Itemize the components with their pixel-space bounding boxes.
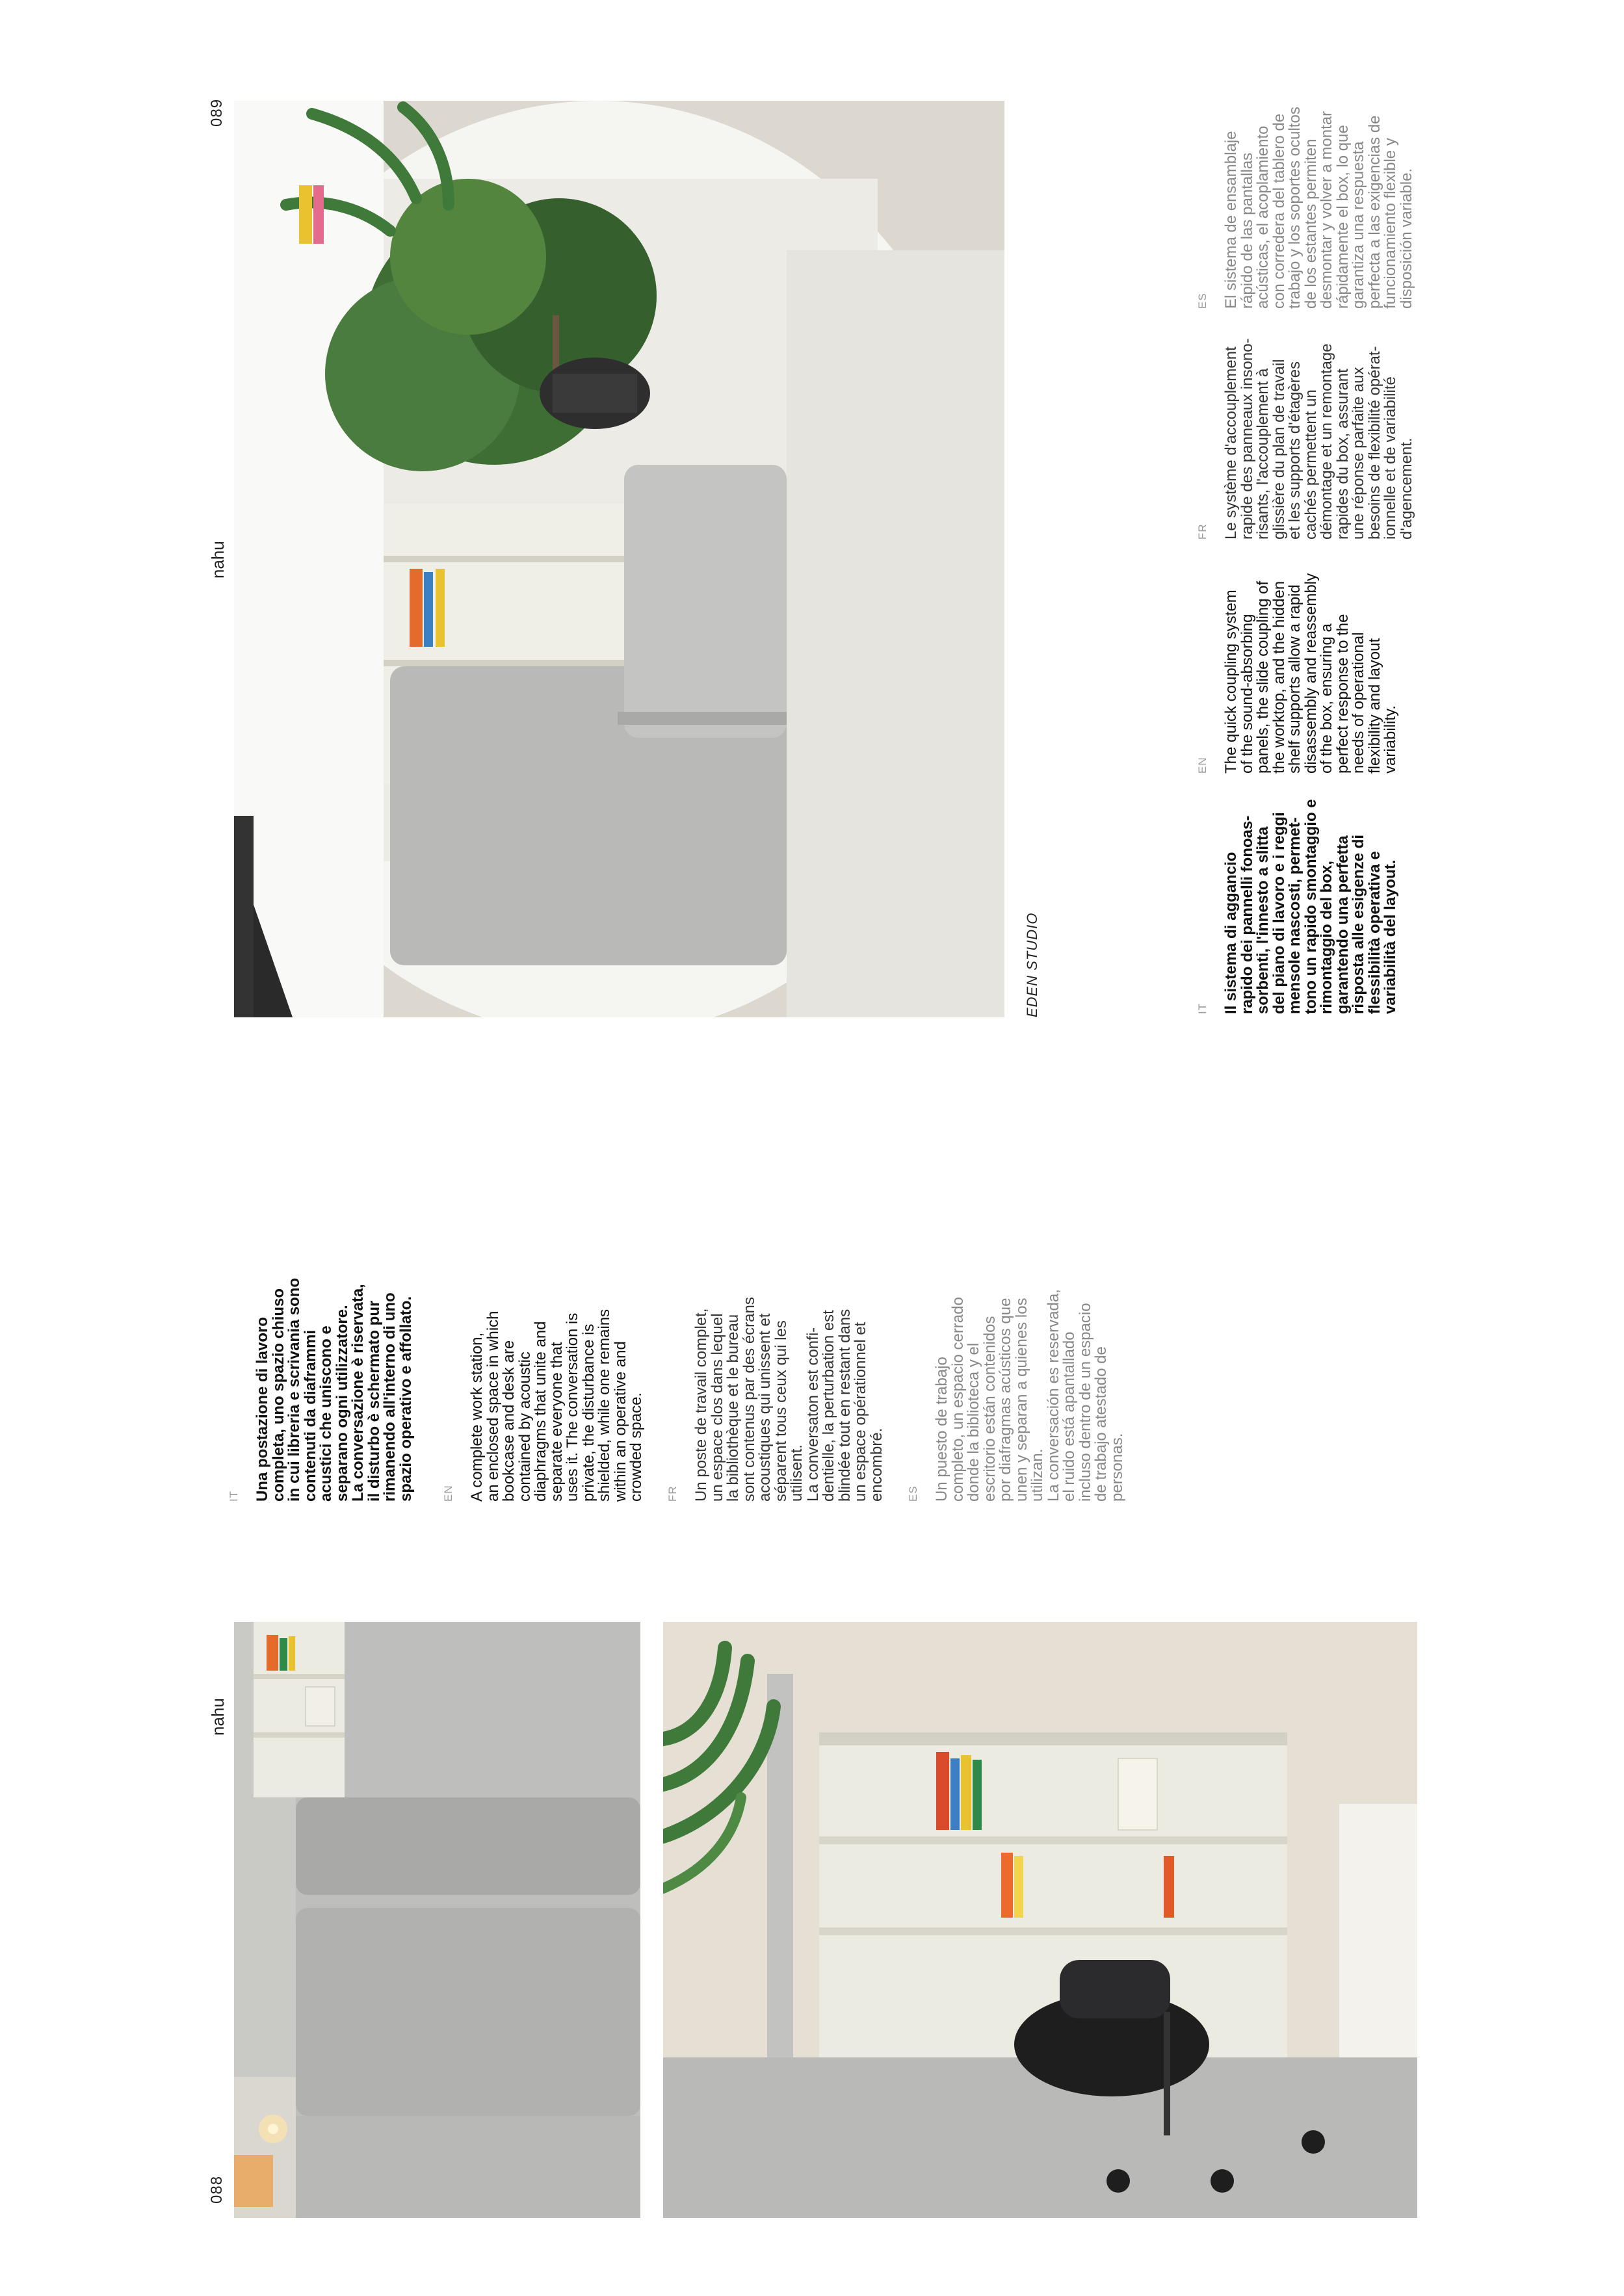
- paragraph-en-right: The quick coupling system of the sound-absorbing panels, the slide coupling of the worktop, and the hidden shelf supports allow a rapid disassembly and reassembly of the box, ensuring a perfect response to the needs of operational flexibility and layout variability.: [1222, 573, 1399, 774]
- text-block-es-right: [1196, 75, 1415, 309]
- lang-label-es: ES: [907, 1485, 919, 1502]
- designer-credit: EDEN STUDIO: [1024, 912, 1040, 1017]
- text-block-en-right: [1196, 540, 1399, 774]
- paragraph-it: Una postazione di lavoro completa, uno spazio chiuso in cui libreria e scrivania sono contenuti da diaframmi acustici che uniscono e separano ogni utilizzatore. La conversazione è riservata, il disturbo è schermato pur rimanendo all'interno di uno spazio operativo e affollato.: [254, 1277, 415, 1502]
- lang-label-fr: FR: [666, 1485, 679, 1502]
- photo-booth-sofa: [234, 1622, 640, 2218]
- text-block-en-left: [442, 1131, 645, 1502]
- paragraph-it-right: Il sistema di aggancio rapido dei pannelli fonoas- sorbenti, l'innesto a slitta del piano di lavoro e i reggi mensole nascosti, permet- tono un rapido smontaggio e rimontaggio del box, garantendo una perfetta risposta alle esigenze di flessibilità operativa e variabilità del layout.: [1222, 799, 1399, 1014]
- brand-name-left: nahu: [208, 1698, 228, 1736]
- text-block-es-left: [907, 1131, 1125, 1502]
- paragraph-en: A complete work station, an enclosed space in which bookcase and desk are contained by acoustic diaphragms that unite and separate everyone that uses it. The conversation is private, the disturbance is shielded, while one remains within an operative and crowded space.: [468, 1309, 645, 1502]
- paragraph-es-right: El sistema de ensamblaje rápido de las pantallas acústicas, el acoplamiento con corredera del tablero de trabajo y los soportes ocultos de los estantes permiten desmontar y volver a montar rápidamente el box, lo que garantiza una respuesta perfecta a las exigencias de funcionamiento flexible y disposición variable.: [1222, 107, 1415, 309]
- text-block-fr-left: [666, 1131, 885, 1502]
- brand-name-right: nahu: [208, 541, 228, 579]
- lang-label-fr-right: FR: [1196, 523, 1209, 540]
- paragraph-es: Un puesto de trabajo completo, un espacio cerrado donde la biblioteca y el escritorio están contenidos por diafragmas acústicos que unen y separan a quienes los utilizan. La conversación es reservada, el ruido está apantallado incluso dentro de un espacio de trabajo atestado de personas.: [933, 1289, 1126, 1502]
- lang-label-it: IT: [228, 1490, 240, 1502]
- text-block-it-right: [1196, 780, 1399, 1014]
- text-block-it-left: [228, 1131, 414, 1502]
- lang-label-en-right: EN: [1196, 757, 1209, 774]
- page-number-right: 089: [208, 98, 226, 127]
- lang-label-es-right: ES: [1196, 293, 1209, 309]
- lang-label-en: EN: [442, 1485, 454, 1502]
- paragraph-fr: Un poste de travail complet, un espace clos dans lequel la bibliothèque et le bureau sont contenus par des écrans acoustiques qui unissent et séparent tous ceux qui les utilisent. La conversaton est confi- dentielle, la perturbation est blindée tout en restant dans un espace opérationnel et encombré.: [692, 1297, 885, 1502]
- lang-label-it-right: IT: [1196, 1002, 1209, 1014]
- paragraph-fr-right: Le système d'accouplement rapide des panneaux insono- risants, l'accouplement à glissière du plan de travail et les supports d'étagères cachés permettent un démontage et un remontage rapides du box, assurant une réponse parfaite aux besoins de flexibilité opérat- ionnelle et de variabilité d'agencement.: [1222, 338, 1415, 540]
- photo-booth-desk-chair: [663, 1622, 1417, 2218]
- page-number-left: 088: [208, 2175, 226, 2204]
- photo-arch-booth-tree: [234, 101, 1004, 1017]
- text-block-fr-right: [1196, 306, 1415, 540]
